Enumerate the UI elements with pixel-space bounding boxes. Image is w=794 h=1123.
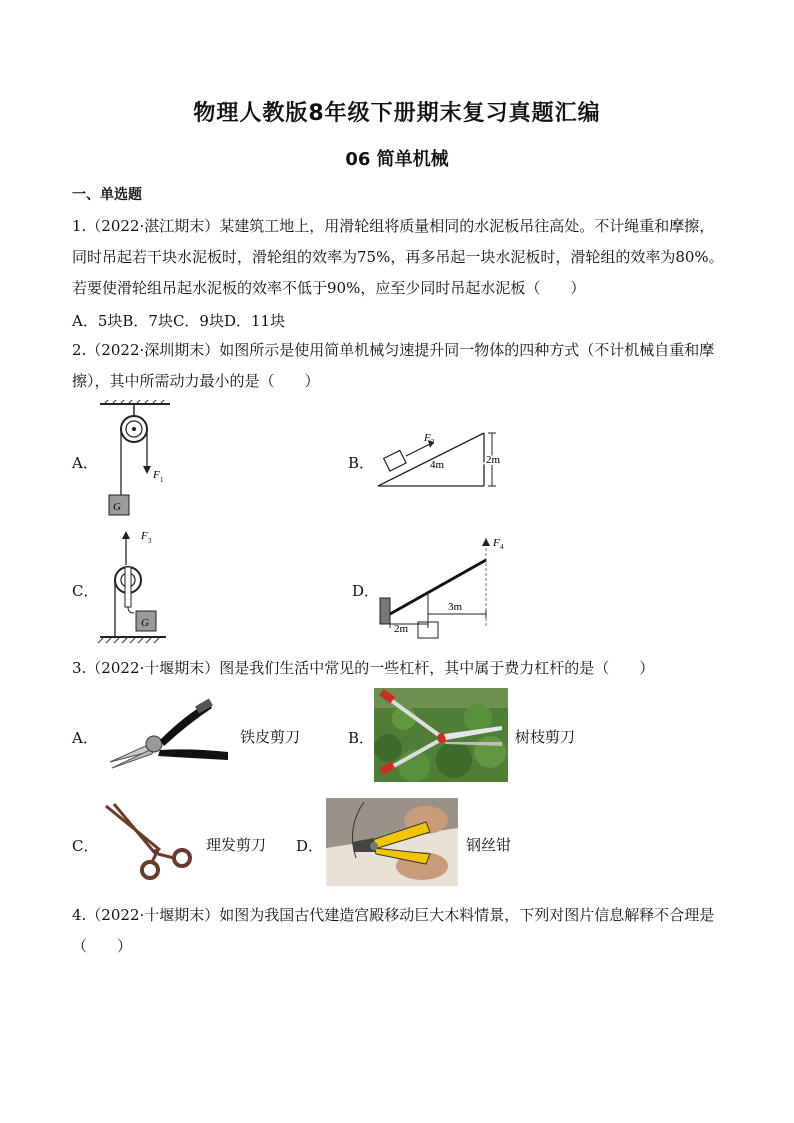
option-c-label: C．	[72, 582, 99, 600]
short-arm-label: 2m	[394, 623, 409, 635]
caption-tin-snips: 铁皮剪刀	[240, 728, 301, 746]
weight-label: G	[113, 501, 121, 513]
force-f3-subscript: 3	[148, 537, 152, 545]
question-4-text: 4.（2022·十堰期末）如图为我国古代建造宫殿移动巨大木料情景，下列对图片信息解释不合理是（ ）	[72, 906, 715, 955]
option-b-label: B．	[348, 454, 375, 472]
question-2-text: 2.（2022·深圳期末）如图所示是使用简单机械匀速提升同一物体的四种方式（不计机械自重和摩擦），其中所需动力最小的是（ ）	[72, 341, 715, 390]
option-a-label: A．	[72, 454, 98, 472]
force-f1-subscript: 1	[160, 476, 164, 484]
hair-scissors-image	[100, 802, 198, 882]
branch-shears-image	[374, 688, 508, 782]
force-f3-label: F	[141, 530, 148, 542]
caption-pliers: 钢丝钳	[466, 836, 512, 854]
long-arm-label: 3m	[448, 601, 463, 613]
tin-snips-image	[104, 698, 232, 778]
option-a-label-q3: A．	[72, 729, 98, 747]
weight-label-c: G	[141, 617, 149, 629]
lever-figure	[378, 530, 518, 640]
slope-length-label: 4m	[430, 459, 445, 471]
fixed-pulley-figure	[96, 400, 176, 520]
option-d-label-q3: D．	[296, 837, 324, 855]
option-c-label-q3: C．	[72, 837, 99, 855]
height-label: 2m	[486, 454, 501, 466]
question-3-text: 3.（2022·十堰期末）图是我们生活中常见的一些杠杆，其中属于费力杠杆的是（ ）	[72, 659, 655, 677]
option-d-label: D．	[352, 582, 380, 600]
force-f4-label: F	[493, 537, 500, 549]
page-title: 物理人教版8年级下册期末复习真题汇编	[193, 101, 601, 126]
force-f4-subscript: 4	[500, 543, 504, 551]
caption-branch-shears: 树枝剪刀	[515, 728, 576, 746]
question-1-options: A．5块B．7块C．9块D．11块	[72, 312, 286, 330]
movable-pulley-figure	[96, 525, 176, 647]
force-f2-subscript: 2	[431, 438, 435, 446]
option-b-label-q3: B．	[348, 729, 375, 747]
pliers-image	[326, 798, 458, 886]
force-f1-label: F	[153, 469, 160, 481]
caption-hair-scissors: 理发剪刀	[206, 836, 267, 854]
inclined-plane-figure	[372, 400, 532, 495]
question-1-text: 1.（2022·湛江期末）某建筑工地上，用滑轮组将质量相同的水泥板吊往高处。不计绳重和摩擦，同时吊起若干块水泥板时，滑轮组的效率为75%，再多吊起一块水泥板时，滑轮组的效率为80%。若要使滑轮组吊起水泥板的效率不低于90%，应至少同时吊起水泥板（ ）	[72, 217, 724, 297]
page-subtitle: 06 简单机械	[345, 149, 449, 170]
force-f2-label: F	[424, 432, 431, 444]
section-heading: 一、单选题	[72, 187, 142, 203]
